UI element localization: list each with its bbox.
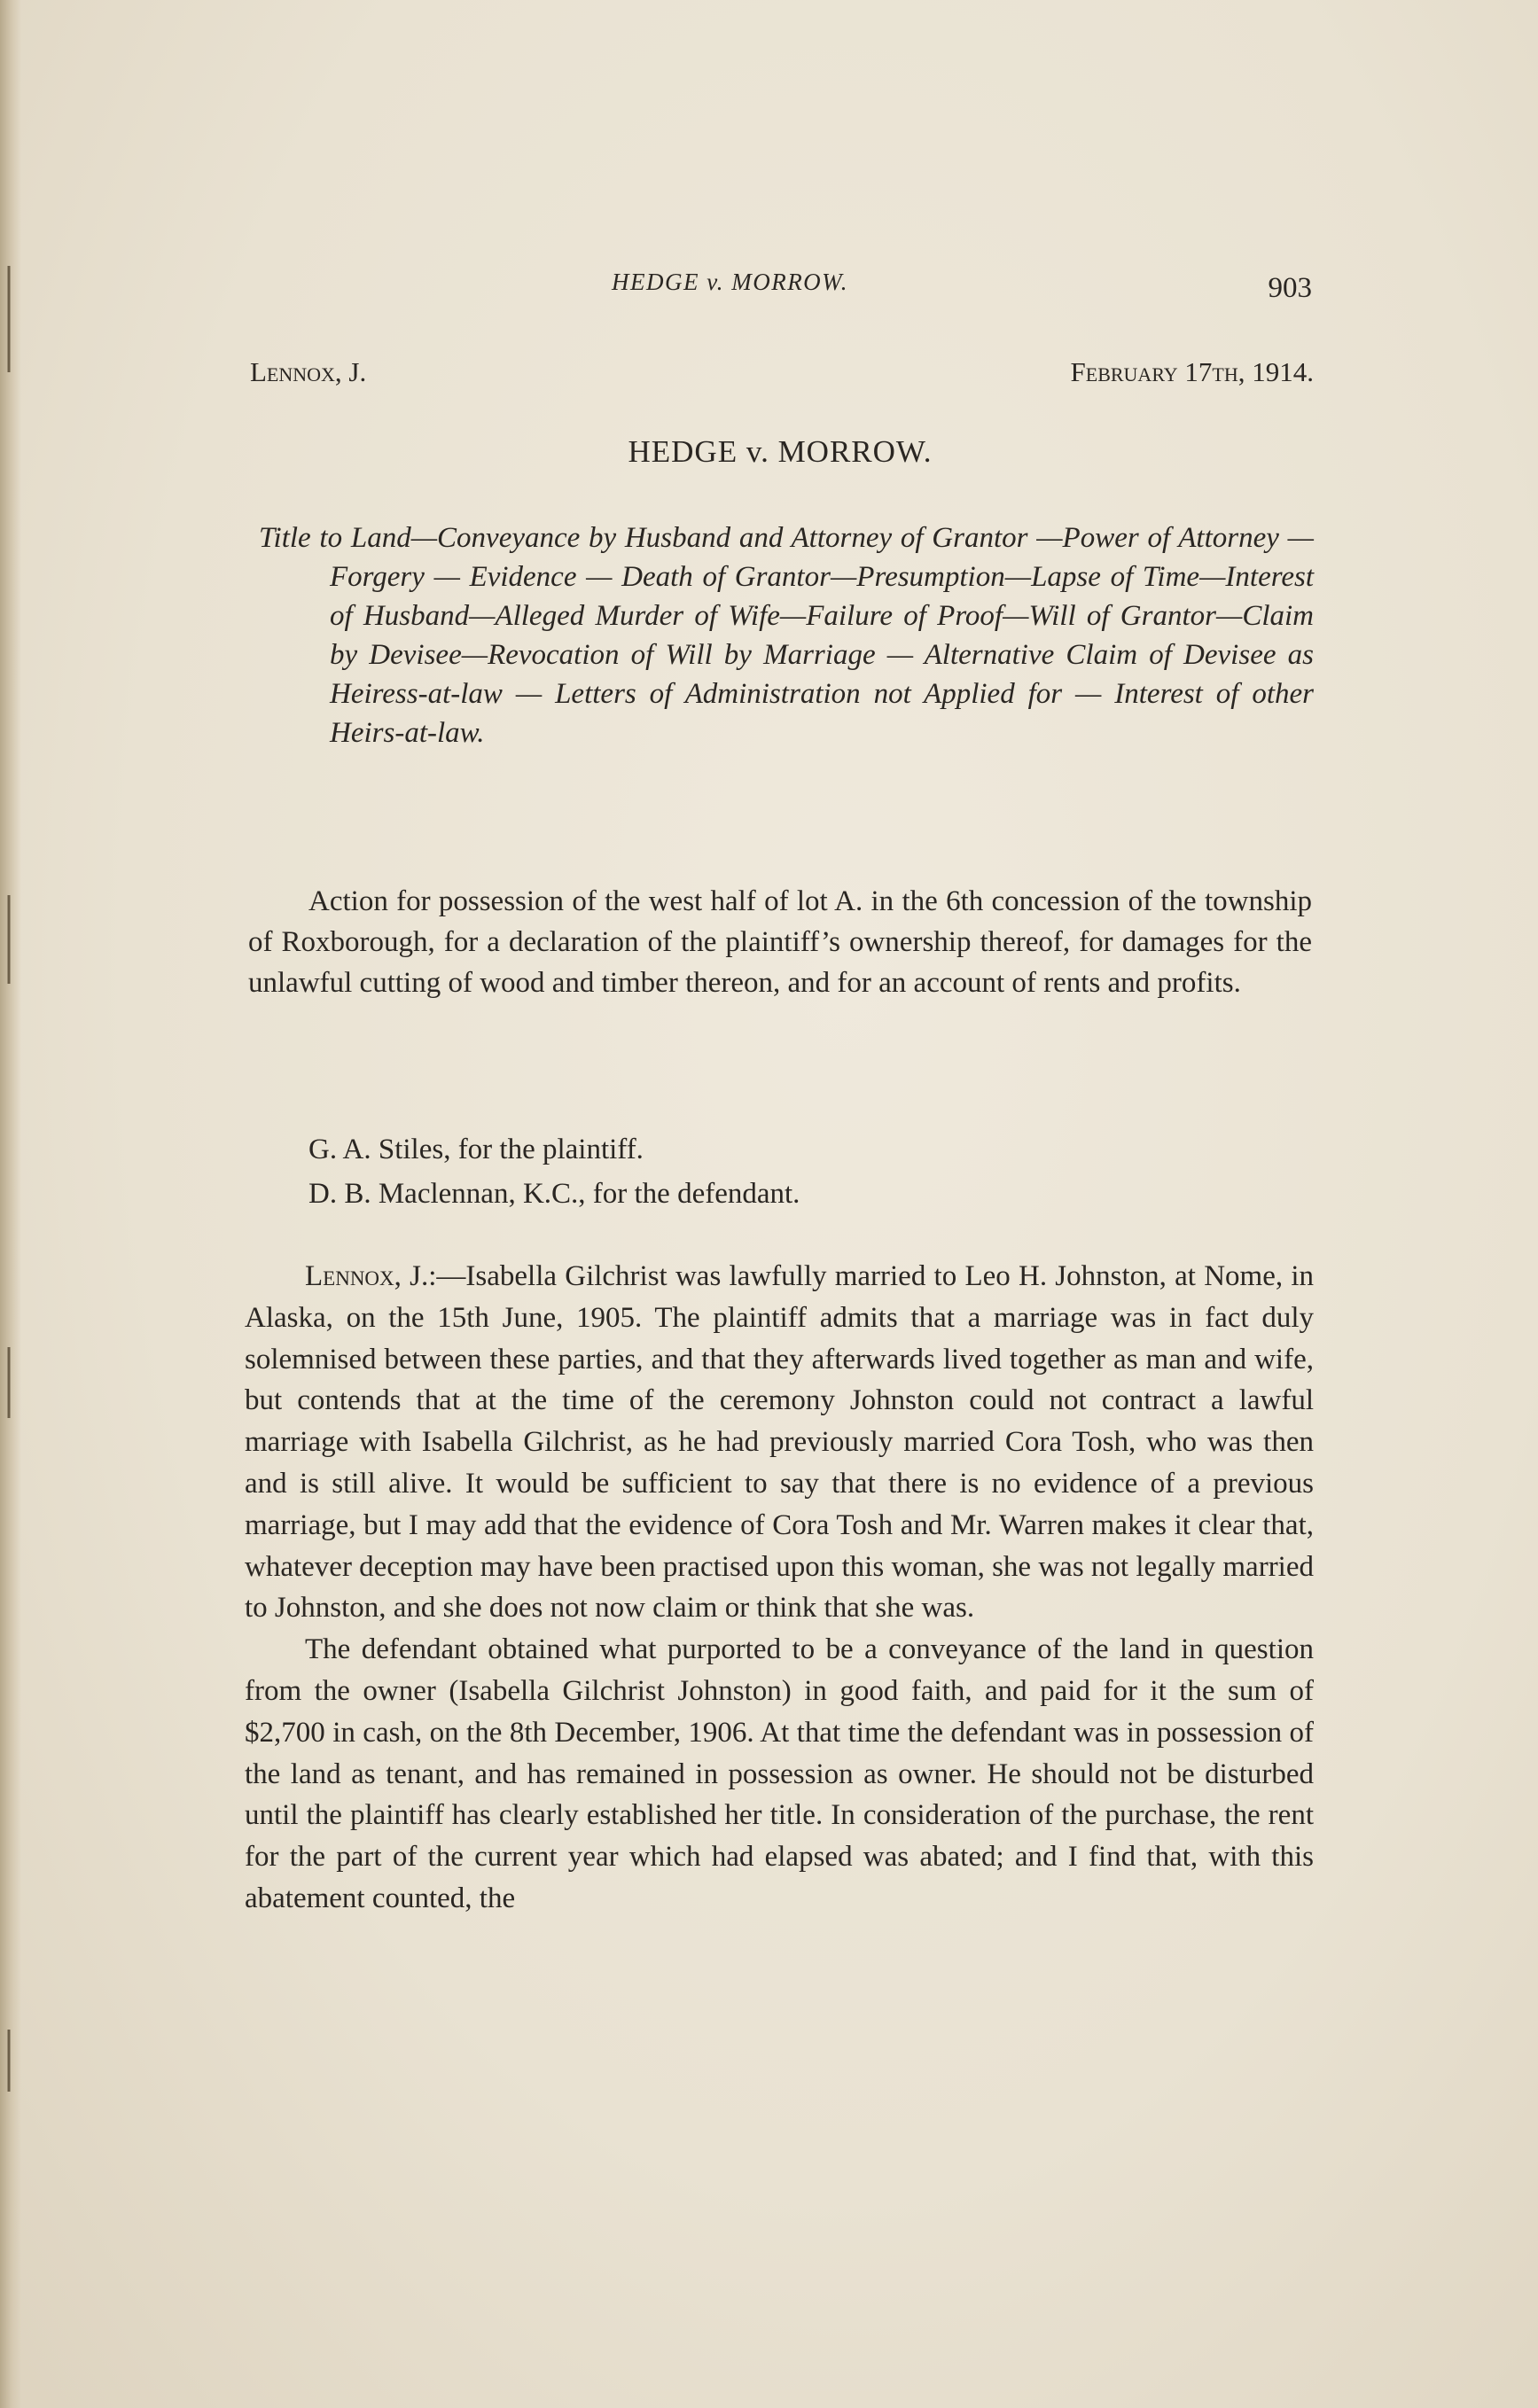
action-summary: Action for possession of the west half of lot A. in the 6th concession of the township of Roxborough, for a declaration of the plaintiff’s ownership thereof, for damages for the unlawful cutting of wood and timber thereon, and for an account of rents and profits. — [248, 885, 1312, 999]
headnote: Title to Land—Conveyance by Husband and Attorney of Grantor —Power of Attorney — Forgery — Evidence — Death of Grantor—Presumption—Lapse of Time—Interest of Husband—Alleged Murder of Wife—Failure of Proof—Will of Grantor—Claim by Devisee—Revocation of Will by Marriage — Alternative Claim of Devisee as Heiress-at-law — Letters of Administration not Applied for — Interest of other Heirs-at-law. — [259, 522, 1314, 749]
counsel-list — [308, 1127, 1284, 1216]
case-title: HEDGE v. MORROW. — [628, 434, 933, 469]
judgment-text — [245, 1256, 1314, 1920]
judgment-paragraph-1 — [245, 1256, 1314, 1629]
judgment-paragraph-2: The defendant obtained what purported to be a conveyance of the land in question from the owner (Isabella Gilchrist Johnston) in good faith, and paid for it the sum of $2,700 in cash, on the 8th December, 1906. At that time the defendant was in possession of the land as tenant, and has remained in possession as owner. He should not be disturbed until the plaintiff has clearly established her title. In consideration of the purchase, the rent for the part of the current year which had elapsed was abated; and I find that, with this abatement counted, the — [245, 1633, 1314, 1914]
running-title: HEDGE v. MORROW. — [612, 269, 848, 295]
judgment-judge-name: Lennox, J. — [305, 1260, 429, 1292]
counsel-plaintiff: G. A. Stiles, for the plaintiff. — [308, 1134, 644, 1165]
decision-date: February 17th, 1914. — [1070, 356, 1314, 387]
judgment-paragraph-1-text: :—Isabella Gilchrist was lawfully married to Leo H. Johnston, at Nome, in Alaska, on the 15th June, 1905. The plaintiff admits that a marriage was in fact duly solemnised between these parties, and that they afterwards lived together as man and wife, but contends that at the time of the ceremony Johnston could not contract a lawful marriage with Isabella Gilchrist, as he had previously married Cora Tosh, who was then and is still alive. It would be sufficient to say that there is no evidence of a previous marriage, but I may add that the evidence of Cora Tosh and Mr. Warren makes it clear that, whatever deception may have been practised upon this woman, she was not legally married to Johnston, and she does not now claim or think that she was. — [245, 1260, 1314, 1625]
running-head — [248, 269, 1312, 313]
judge-name: Lennox, J. — [250, 356, 367, 387]
counsel-defendant: D. B. Maclennan, K.C., for the defendant. — [308, 1178, 800, 1210]
page-number: 903 — [1268, 272, 1312, 304]
binding-marks — [5, 0, 12, 2408]
